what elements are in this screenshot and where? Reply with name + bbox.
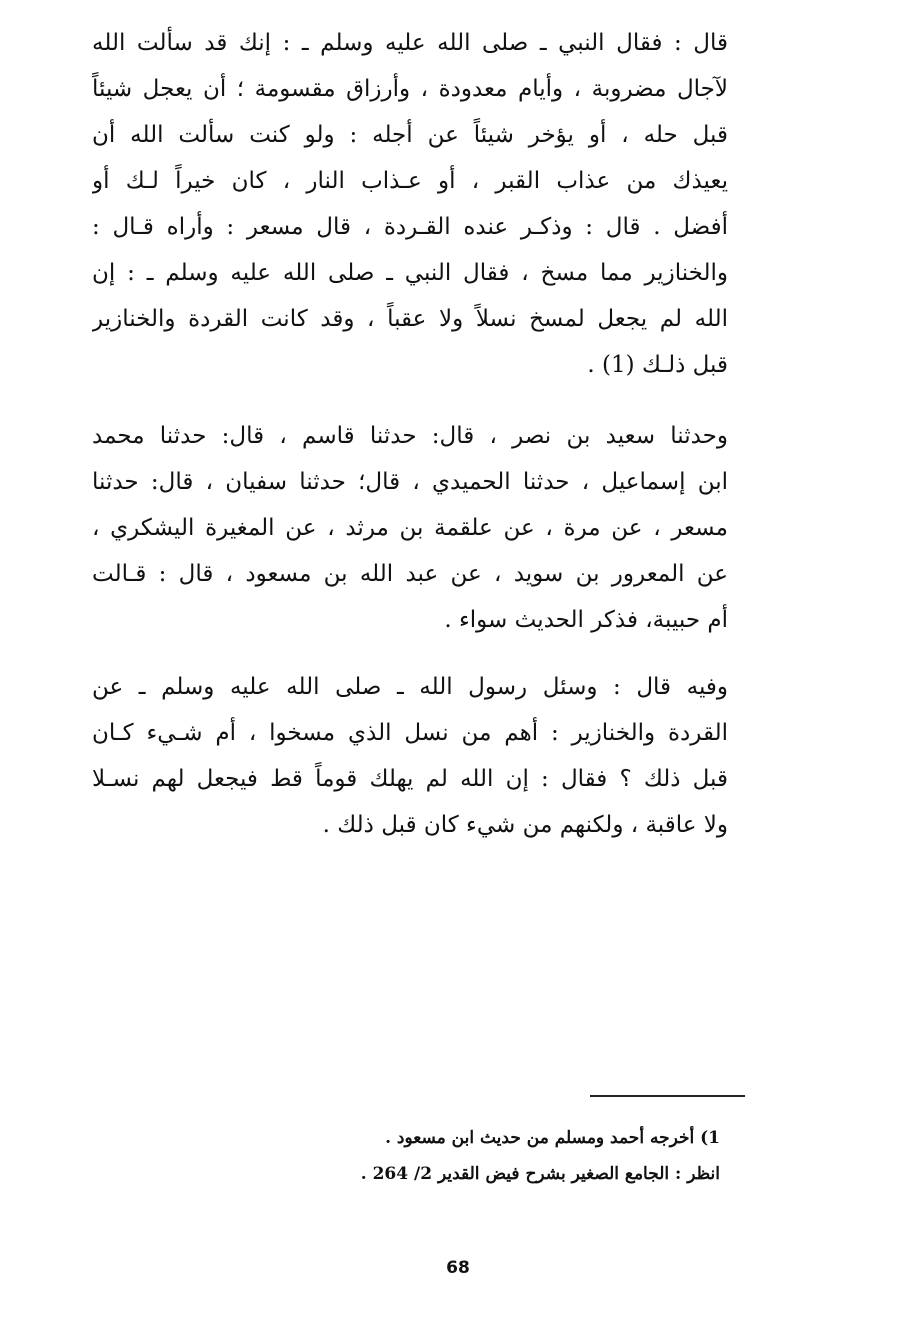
paragraph-2 [92, 413, 728, 643]
footnote-line: انظر : الجامع الصغير بشرح فيض القدير 2/ 264 . [360, 1164, 720, 1184]
text-line: ابن إسماعيل ، حدثنا الحميدي ، قال؛ حدثنا سفيان ، قال: حدثنا [92, 469, 728, 495]
text-line: ولا عاقبة ، ولكنهم من شيء كان قبل ذلك . [322, 812, 728, 838]
text-line: قبل حله ، أو يؤخر شيئاً عن أجله : ولو كنت سألت الله أن [92, 122, 728, 148]
text-line: قبل ذلـك (1) . [587, 352, 728, 378]
text-line: القردة والخنازير : أهم من نسل الذي مسخوا ، أم شـيء كـان [92, 720, 728, 746]
text-line: قال : فقال النبي ـ صلى الله عليه وسلم ـ : إنك قد سألت الله [92, 30, 728, 56]
footnote-line: 1) أخرجه أحمد ومسلم من حديث ابن مسعود . [385, 1128, 720, 1148]
text-line: والخنازير مما مسخ ، فقال النبي ـ صلى الله عليه وسلم ـ : إن [92, 260, 728, 286]
text-line: قبل ذلك ؟ فقال : إن الله لم يهلك قوماً قط فيجعل لهم نسـلا [92, 766, 728, 792]
page-number: 68 [446, 1258, 470, 1278]
text-line: أم حبيبة، فذكر الحديث سواء . [444, 607, 728, 633]
text-line: وفيه قال : وسئل رسول الله ـ صلى الله عليه وسلم ـ عن [92, 674, 728, 700]
paragraph-1 [92, 20, 728, 388]
text-line: عن المعرور بن سويد ، عن عبد الله بن مسعود ، قال : قـالت [92, 561, 728, 587]
footnotes [260, 1120, 720, 1192]
text-line: أفضل . قال : وذكـر عنده القـردة ، قال مسعر : وأراه قـال : [92, 214, 728, 240]
text-line: لآجال مضروبة ، وأيام معدودة ، وأرزاق مقسومة ؛ أن يعجل شيئاً [92, 76, 728, 102]
text-line: مسعر ، عن مرة ، عن علقمة بن مرثد ، عن المغيرة اليشكري ، [92, 515, 728, 541]
text-line: الله لم يجعل لمسخ نسلاً ولا عقباً ، وقد كانت القردة والخنازير [92, 306, 728, 332]
text-line: وحدثنا سعيد بن نصر ، قال: حدثنا قاسم ، قال: حدثنا محمد [92, 423, 728, 449]
footnote-divider [590, 1095, 745, 1097]
paragraph-3 [92, 664, 728, 848]
text-line: يعيذك من عذاب القبر ، أو عـذاب النار ، كان خيراً لـك أو [92, 168, 728, 194]
